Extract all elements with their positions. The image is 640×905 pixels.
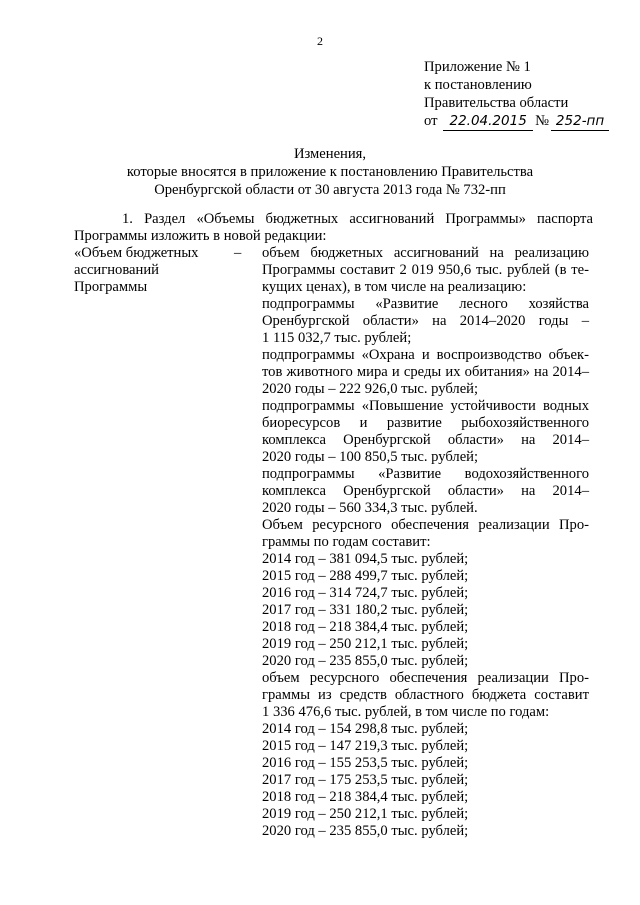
appendix-block bbox=[424, 58, 624, 131]
year-2018-regional: 2018 год – 218 384,4 тыс. рублей; bbox=[262, 789, 469, 805]
title-line-2: которые вносятся в приложение к постановлению Правительства bbox=[126, 164, 534, 180]
label-line-2: ассигнований bbox=[74, 262, 159, 278]
year-2014-total: 2014 год – 381 094,5 тыс. рублей; bbox=[262, 551, 469, 567]
p2-line-2: Оренбургской области» на 2014–2020 годы – bbox=[262, 313, 589, 329]
p7-line-3: 1 336 476,6 тыс. рублей, в том числе по годам: bbox=[262, 704, 550, 720]
year-2015-total: 2015 год – 288 499,7 тыс. рублей; bbox=[262, 568, 469, 584]
p3-line-3: 2020 годы – 222 926,0 тыс. рублей; bbox=[262, 381, 479, 397]
label-line-3: Программы bbox=[74, 279, 148, 295]
year-2016-total: 2016 год – 314 724,7 тыс. рублей; bbox=[262, 585, 469, 601]
p7-line-1: объем ресурсного обеспечения реализации Про- bbox=[262, 670, 589, 686]
year-2017-total: 2017 год – 331 180,2 тыс. рублей; bbox=[262, 602, 469, 618]
passport-content bbox=[262, 245, 589, 840]
handwritten-date: 22.04.2015 bbox=[443, 112, 533, 131]
p4-line-2: биоресурсов и развитие рыбохозяйственного bbox=[262, 415, 589, 431]
year-2020-regional: 2020 год – 235 855,0 тыс. рублей; bbox=[262, 823, 469, 839]
label-dash: – bbox=[234, 245, 242, 261]
label-line-1: «Объем бюджетных bbox=[74, 245, 199, 261]
p1-line-3: кущих ценах), в том числе на реализацию: bbox=[262, 279, 527, 295]
year-2014-regional: 2014 год – 154 298,8 тыс. рублей; bbox=[262, 721, 469, 737]
p6-line-1: Объем ресурсного обеспечения реализации Про- bbox=[262, 517, 589, 533]
p2-line-1: подпрограммы «Развитие лесного хозяйства bbox=[262, 296, 589, 312]
intro-paragraph bbox=[74, 211, 593, 245]
p5-line-1: подпрограммы «Развитие водохозяйственного bbox=[262, 466, 589, 482]
year-2015-regional: 2015 год – 147 219,3 тыс. рублей; bbox=[262, 738, 469, 754]
p1-line-1: объем бюджетных ассигнований на реализацию bbox=[262, 245, 589, 261]
date-prefix: от bbox=[424, 113, 438, 129]
p3-line-2: тов животного мира и среды их обитания» на 2014– bbox=[262, 364, 589, 380]
passport-label bbox=[74, 245, 224, 296]
year-2019-regional: 2019 год – 250 212,1 тыс. рублей; bbox=[262, 806, 469, 822]
title-line-3: Оренбургской области от 30 августа 2013 года № 732-пп bbox=[154, 182, 506, 198]
p7-line-2: граммы из средств областного бюджета составит bbox=[262, 687, 589, 703]
intro-line-1: 1. Раздел «Объемы бюджетных ассигнований Программы» паспорта bbox=[122, 211, 593, 227]
p2-line-3: 1 115 032,7 тыс. рублей; bbox=[262, 330, 412, 346]
year-2018-total: 2018 год – 218 384,4 тыс. рублей; bbox=[262, 619, 469, 635]
p3-line-1: подпрограммы «Охрана и воспроизводство объек- bbox=[262, 347, 589, 363]
p4-line-3: комплекса Оренбургской области» на 2014– bbox=[262, 432, 589, 448]
p1-line-2: Программы составит 2 019 950,6 тыс. рублей (в те- bbox=[262, 262, 589, 278]
year-2016-regional: 2016 год – 155 253,5 тыс. рублей; bbox=[262, 755, 469, 771]
page-number: 2 bbox=[317, 34, 323, 48]
title-line-1: Изменения, bbox=[293, 146, 367, 162]
appendix-date-line bbox=[424, 112, 624, 131]
number-sign: № bbox=[535, 113, 550, 129]
p4-line-1: подпрограммы «Повышение устойчивости водных bbox=[262, 398, 589, 414]
handwritten-number: 252-пп bbox=[551, 112, 609, 131]
p5-line-3: 2020 годы – 560 334,3 тыс. рублей. bbox=[262, 500, 478, 516]
p4-line-4: 2020 годы – 100 850,5 тыс. рублей; bbox=[262, 449, 479, 465]
year-2020-total: 2020 год – 235 855,0 тыс. рублей; bbox=[262, 653, 469, 669]
year-2017-regional: 2017 год – 175 253,5 тыс. рублей; bbox=[262, 772, 469, 788]
intro-line-2: Программы изложить в новой редакции: bbox=[74, 228, 327, 244]
appendix-line-2: к постановлению bbox=[424, 77, 532, 93]
appendix-line-1: Приложение № 1 bbox=[424, 59, 531, 75]
p6-line-2: граммы по годам составит: bbox=[262, 534, 431, 550]
year-2019-total: 2019 год – 250 212,1 тыс. рублей; bbox=[262, 636, 469, 652]
p5-line-2: комплекса Оренбургской области» на 2014– bbox=[262, 483, 589, 499]
document-title bbox=[60, 145, 600, 199]
appendix-line-3: Правительства области bbox=[424, 95, 569, 111]
